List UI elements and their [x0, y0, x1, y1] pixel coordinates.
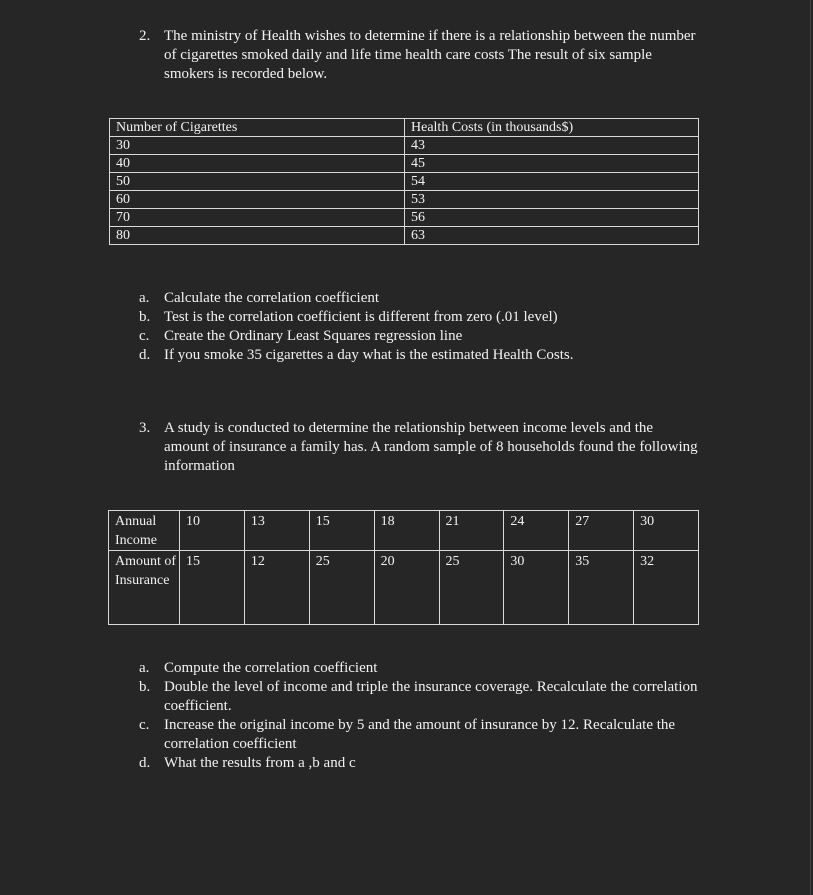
table-row [110, 227, 699, 245]
table-cell: 30 [504, 551, 569, 625]
question-text: Increase the original income by 5 and the amount of insurance by 12. Recalculate the correlation coefficient [164, 717, 676, 752]
header-health-costs: Health Costs (in thousands$) [405, 119, 699, 137]
problem-3-text: A study is conducted to determine the relationship between income levels and the amount of insurance a family has. A random sample of 8 households found the following information [164, 420, 698, 474]
page-right-border [810, 0, 811, 895]
table-cell: 63 [405, 227, 699, 245]
table-row [110, 155, 699, 173]
income-insurance-table [108, 510, 699, 625]
table-cell: 27 [569, 511, 634, 551]
list-item [139, 289, 699, 308]
list-item [139, 659, 699, 678]
table-cell: 21 [439, 511, 504, 551]
question-letter: a. [139, 290, 150, 306]
table-cell: 25 [439, 551, 504, 625]
problem-3-number: 3. [139, 420, 151, 436]
table-cell: 45 [405, 155, 699, 173]
table-cell: 15 [309, 511, 374, 551]
table-row [110, 209, 699, 227]
problem-3-questions [139, 659, 699, 773]
table-cell: 25 [309, 551, 374, 625]
list-item [139, 716, 699, 754]
table-cell: 56 [405, 209, 699, 227]
table-cell: 50 [110, 173, 405, 191]
row-label-amount-insurance: Amount of Insurance [109, 551, 180, 625]
table-cell: 18 [374, 511, 439, 551]
list-item [139, 346, 699, 365]
table-cell: 80 [110, 227, 405, 245]
question-letter: a. [139, 660, 150, 676]
table-cell: 30 [634, 511, 699, 551]
table-header-row [110, 119, 699, 137]
table-cell: 54 [405, 173, 699, 191]
cigarettes-costs-table [109, 118, 699, 245]
table-cell: 40 [110, 155, 405, 173]
question-letter: d. [139, 755, 151, 771]
table-cell: 20 [374, 551, 439, 625]
table-cell: 60 [110, 191, 405, 209]
list-item [139, 754, 699, 773]
table-row [110, 137, 699, 155]
question-letter: c. [139, 717, 150, 733]
question-text: Compute the correlation coefficient [164, 660, 378, 676]
problem-2 [139, 27, 699, 84]
question-letter: b. [139, 309, 151, 325]
table-cell: 15 [180, 551, 245, 625]
header-cigarettes: Number of Cigarettes [110, 119, 405, 137]
table-cell: 53 [405, 191, 699, 209]
problem-2-text: The ministry of Health wishes to determine if there is a relationship between the number of cigarettes smoked daily and life time health care costs The result of six sample smokers is recorded below. [164, 28, 696, 82]
table-cell: 70 [110, 209, 405, 227]
problem-2-number: 2. [139, 28, 151, 44]
table-cell: 24 [504, 511, 569, 551]
question-letter: d. [139, 347, 151, 363]
table-cell: 43 [405, 137, 699, 155]
table-row-annual-income [109, 511, 699, 551]
question-text: Test is the correlation coefficient is different from zero (.01 level) [164, 309, 558, 325]
question-letter: b. [139, 679, 151, 695]
table-row [110, 173, 699, 191]
table-cell: 10 [180, 511, 245, 551]
list-item [139, 308, 699, 327]
question-text: If you smoke 35 cigarettes a day what is the estimated Health Costs. [164, 347, 574, 363]
row-label-annual-income: Annual Income [109, 511, 180, 551]
table-cell: 30 [110, 137, 405, 155]
list-item [139, 678, 699, 716]
table-cell: 12 [244, 551, 309, 625]
table-cell: 13 [244, 511, 309, 551]
question-text: Calculate the correlation coefficient [164, 290, 380, 306]
table-row [110, 191, 699, 209]
question-letter: c. [139, 328, 150, 344]
problem-3 [139, 419, 699, 476]
table-row-amount-insurance [109, 551, 699, 625]
problem-2-questions [139, 289, 699, 365]
table-cell: 35 [569, 551, 634, 625]
list-item [139, 327, 699, 346]
question-text: Double the level of income and triple the insurance coverage. Recalculate the correlation coefficient. [164, 679, 698, 714]
table-cell: 32 [634, 551, 699, 625]
question-text: Create the Ordinary Least Squares regression line [164, 328, 463, 344]
question-text: What the results from a ,b and c [164, 755, 356, 771]
